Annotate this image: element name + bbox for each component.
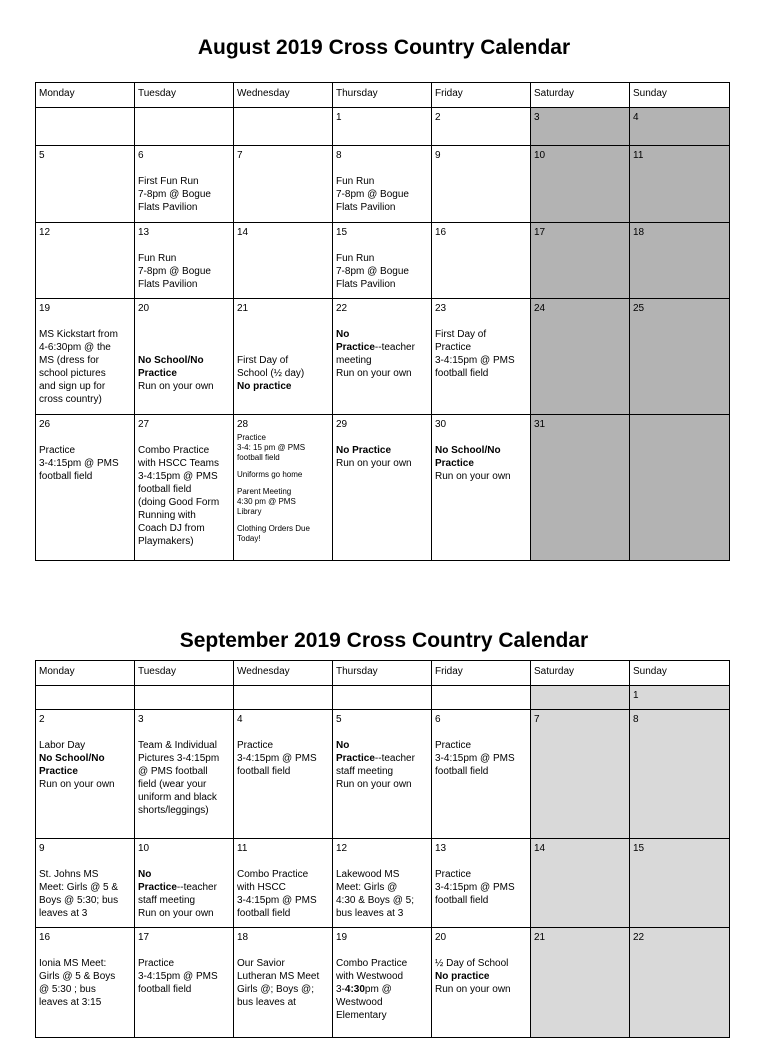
no-practice-note: No School/No Practice <box>39 753 105 777</box>
event-text: Practice 3-4:15pm @ PMS football field <box>138 958 218 995</box>
run-on-own-note: Run on your own <box>435 471 511 482</box>
practice-note: Practice 3-4: 15 pm @ PMS football field <box>237 433 306 462</box>
day-cell-aug-2 <box>432 108 531 146</box>
day-cell-sep-5 <box>333 710 432 839</box>
event-text <box>138 354 230 393</box>
day-cell-aug-10 <box>531 146 630 223</box>
header-sunday: Sunday <box>630 83 730 108</box>
september-title: September 2019 Cross Country Calendar <box>179 629 589 652</box>
event-text: Fun Run 7-8pm @ Bogue Flats Pavilion <box>336 176 409 213</box>
day-number: 14 <box>534 843 546 854</box>
week-row <box>36 928 730 1038</box>
header-saturday: Saturday <box>531 83 630 108</box>
run-on-own-note: Run on your own <box>435 984 511 995</box>
empty-day-cell <box>234 686 333 710</box>
day-cell-aug-1 <box>333 108 432 146</box>
day-cell-aug-3 <box>531 108 630 146</box>
day-number: 17 <box>534 227 546 238</box>
weekday-header-row <box>36 83 730 108</box>
day-cell-aug-16 <box>432 223 531 299</box>
day-cell-aug-19 <box>36 299 135 415</box>
event-text <box>435 444 527 483</box>
week-row <box>36 146 730 223</box>
event-text <box>336 739 428 791</box>
day-cell-sep-22 <box>630 928 730 1038</box>
day-cell-aug-6 <box>135 146 234 223</box>
day-number: 2 <box>39 714 45 725</box>
day-number: 7 <box>534 714 540 725</box>
no-practice-note: No School/No Practice <box>138 355 204 379</box>
day-cell-aug-27 <box>135 415 234 561</box>
no-practice-note: No practice <box>237 381 292 392</box>
event-text: MS Kickstart from 4-6:30pm @ the MS (dress for school pictures and sign up for cross country) <box>39 329 118 405</box>
event-text: Practice 3-4:15pm @ PMS football field <box>39 445 119 482</box>
empty-day-cell <box>630 415 730 561</box>
day-cell-sep-6 <box>432 710 531 839</box>
day-number: 28 <box>237 419 249 430</box>
day-number: 2 <box>435 112 441 123</box>
day-number: 21 <box>534 932 546 943</box>
day-number: 5 <box>39 150 45 161</box>
event-text <box>336 328 428 380</box>
day-cell-sep-15 <box>630 839 730 928</box>
day-number: 12 <box>336 843 348 854</box>
day-number: 22 <box>336 303 348 314</box>
day-number: 13 <box>138 227 150 238</box>
day-cell-sep-11 <box>234 839 333 928</box>
empty-day-cell <box>36 108 135 146</box>
day-cell-aug-29 <box>333 415 432 561</box>
clothing-orders-note: Clothing Orders Due Today! <box>237 524 310 543</box>
day-number: 30 <box>435 419 447 430</box>
event-text <box>138 868 230 920</box>
week-row <box>36 415 730 561</box>
day-number: 8 <box>336 150 342 161</box>
day-number: 1 <box>336 112 342 123</box>
day-cell-aug-18 <box>630 223 730 299</box>
event-text <box>336 957 428 1022</box>
day-cell-aug-23 <box>432 299 531 415</box>
no-practice-note: No practice <box>435 971 490 982</box>
event-text: Our Savior Lutheran MS Meet Girls @; Boys @; bus leaves at <box>237 958 320 1008</box>
day-number: 19 <box>39 303 51 314</box>
event-text: First Day of Practice 3-4:15pm @ PMS football field <box>435 329 515 379</box>
week-row <box>36 710 730 839</box>
empty-day-cell <box>135 108 234 146</box>
day-cell-sep-12 <box>333 839 432 928</box>
empty-day-cell <box>531 686 630 710</box>
event-text <box>435 957 527 996</box>
day-number: 1 <box>633 690 639 701</box>
event-text: Practice 3-4:15pm @ PMS football field <box>435 740 515 777</box>
day-number: 20 <box>435 932 447 943</box>
header-wednesday: Wednesday <box>234 661 333 686</box>
run-on-own-note: Run on your own <box>336 458 412 469</box>
day-number: 17 <box>138 932 150 943</box>
event-text <box>39 739 131 791</box>
empty-day-cell <box>36 686 135 710</box>
empty-day-cell <box>432 686 531 710</box>
day-number: 7 <box>237 150 243 161</box>
week-row <box>36 223 730 299</box>
event-text <box>336 444 428 470</box>
header-wednesday: Wednesday <box>234 83 333 108</box>
event-description: ½ Day of School <box>435 958 509 969</box>
event-description: Labor Day <box>39 740 86 751</box>
event-text <box>237 433 329 544</box>
header-thursday: Thursday <box>333 661 432 686</box>
day-cell-aug-15 <box>333 223 432 299</box>
day-cell-aug-22 <box>333 299 432 415</box>
no-practice-note: No Practice <box>336 740 375 764</box>
day-cell-sep-10 <box>135 839 234 928</box>
empty-day-cell <box>333 686 432 710</box>
day-cell-aug-20 <box>135 299 234 415</box>
uniforms-note: Uniforms go home <box>237 470 303 479</box>
day-number: 15 <box>336 227 348 238</box>
header-sunday: Sunday <box>630 661 730 686</box>
event-text: Practice 3-4:15pm @ PMS football field <box>435 869 515 906</box>
header-tuesday: Tuesday <box>135 83 234 108</box>
day-number: 9 <box>435 150 441 161</box>
day-cell-aug-26 <box>36 415 135 561</box>
day-number: 16 <box>39 932 51 943</box>
event-description: First Day of School (½ day) <box>237 355 305 379</box>
day-cell-sep-4 <box>234 710 333 839</box>
event-location: pm @ Westwood Elementary <box>336 984 392 1021</box>
event-text: Combo Practice with HSCC 3-4:15pm @ PMS football field <box>237 869 317 919</box>
header-monday: Monday <box>36 83 135 108</box>
event-time-bold: 4:30 <box>344 984 365 995</box>
day-number: 23 <box>435 303 447 314</box>
day-cell-aug-5 <box>36 146 135 223</box>
day-cell-aug-4 <box>630 108 730 146</box>
day-cell-sep-13 <box>432 839 531 928</box>
day-number: 9 <box>39 843 45 854</box>
day-cell-sep-16 <box>36 928 135 1038</box>
event-text: Practice 3-4:15pm @ PMS football field <box>237 740 317 777</box>
header-tuesday: Tuesday <box>135 661 234 686</box>
day-number: 26 <box>39 419 51 430</box>
header-thursday: Thursday <box>333 83 432 108</box>
september-calendar-table <box>35 660 730 1038</box>
no-practice-note: No Practice <box>138 869 177 893</box>
no-practice-note: No Practice <box>336 329 375 353</box>
event-text: Fun Run 7-8pm @ Bogue Flats Pavilion <box>138 253 211 290</box>
day-number: 31 <box>534 419 546 430</box>
day-number: 10 <box>534 150 546 161</box>
day-cell-sep-18 <box>234 928 333 1038</box>
day-number: 12 <box>39 227 51 238</box>
event-description: --teacher staff meeting Run on your own <box>138 882 217 919</box>
event-text: Ionia MS Meet: Girls @ 5 & Boys @ 5:30 ; bus leaves at 3:15 <box>39 958 116 1008</box>
day-number: 6 <box>435 714 441 725</box>
day-cell-sep-1 <box>630 686 730 710</box>
day-cell-aug-17 <box>531 223 630 299</box>
day-cell-aug-14 <box>234 223 333 299</box>
day-number: 19 <box>336 932 348 943</box>
day-number: 5 <box>336 714 342 725</box>
event-text: First Fun Run 7-8pm @ Bogue Flats Pavilion <box>138 176 211 213</box>
day-cell-sep-14 <box>531 839 630 928</box>
day-cell-aug-25 <box>630 299 730 415</box>
event-text: St. Johns MS Meet: Girls @ 5 & Boys @ 5:30; bus leaves at 3 <box>39 869 119 919</box>
day-cell-sep-17 <box>135 928 234 1038</box>
run-on-own-note: Run on your own <box>39 779 115 790</box>
day-cell-sep-9 <box>36 839 135 928</box>
day-cell-sep-8 <box>630 710 730 839</box>
day-number: 3 <box>138 714 144 725</box>
day-cell-aug-12 <box>36 223 135 299</box>
day-cell-sep-19 <box>333 928 432 1038</box>
day-number: 24 <box>534 303 546 314</box>
no-practice-note: No School/No Practice <box>435 445 501 469</box>
day-cell-aug-9 <box>432 146 531 223</box>
day-number: 18 <box>237 932 249 943</box>
day-number: 4 <box>237 714 243 725</box>
day-cell-aug-21 <box>234 299 333 415</box>
week-row <box>36 839 730 928</box>
day-cell-sep-20 <box>432 928 531 1038</box>
event-text: Fun Run 7-8pm @ Bogue Flats Pavilion <box>336 253 409 290</box>
event-text: Combo Practice with HSCC Teams 3-4:15pm @ PMS football field (doing Good Form Running with Coach DJ from Playmakers) <box>138 445 220 547</box>
no-practice-note: No Practice <box>336 445 392 456</box>
day-number: 6 <box>138 150 144 161</box>
day-number: 29 <box>336 419 348 430</box>
day-cell-aug-28 <box>234 415 333 561</box>
day-number: 10 <box>138 843 150 854</box>
event-text: Team & Individual Pictures 3-4:15pm @ PMS football field (wear your uniform and black shorts/leggings) <box>138 740 220 816</box>
header-monday: Monday <box>36 661 135 686</box>
day-cell-aug-11 <box>630 146 730 223</box>
empty-day-cell <box>234 108 333 146</box>
day-number: 3 <box>534 112 540 123</box>
day-cell-aug-24 <box>531 299 630 415</box>
day-cell-aug-7 <box>234 146 333 223</box>
day-number: 8 <box>633 714 639 725</box>
week-row <box>36 108 730 146</box>
header-friday: Friday <box>432 83 531 108</box>
day-cell-aug-8 <box>333 146 432 223</box>
event-description: --teacher meeting Run on your own <box>336 342 415 379</box>
day-number: 11 <box>237 843 248 854</box>
parent-meeting-note: Parent Meeting 4:30 pm @ PMS Library <box>237 487 296 516</box>
day-number: 4 <box>633 112 639 123</box>
event-description: Combo Practice with Westwood 3- <box>336 958 408 995</box>
day-number: 18 <box>633 227 645 238</box>
day-number: 25 <box>633 303 645 314</box>
event-description: --teacher staff meeting Run on your own <box>336 753 415 790</box>
day-number: 11 <box>633 150 644 161</box>
weekday-header-row <box>36 661 730 686</box>
day-cell-aug-30 <box>432 415 531 561</box>
day-number: 22 <box>633 932 645 943</box>
event-text: Lakewood MS Meet: Girls @ 4:30 & Boys @ 5; bus leaves at 3 <box>336 869 414 919</box>
run-on-own-note: Run on your own <box>138 381 214 392</box>
header-saturday: Saturday <box>531 661 630 686</box>
day-number: 16 <box>435 227 447 238</box>
day-number: 21 <box>237 303 249 314</box>
august-title: August 2019 Cross Country Calendar <box>197 36 571 59</box>
day-number: 20 <box>138 303 150 314</box>
day-cell-sep-2 <box>36 710 135 839</box>
day-number: 27 <box>138 419 150 430</box>
day-number: 15 <box>633 843 645 854</box>
day-cell-aug-31 <box>531 415 630 561</box>
week-row <box>36 686 730 710</box>
empty-day-cell <box>135 686 234 710</box>
august-calendar-table <box>35 82 730 561</box>
day-cell-sep-21 <box>531 928 630 1038</box>
week-row <box>36 299 730 415</box>
header-friday: Friday <box>432 661 531 686</box>
day-number: 13 <box>435 843 447 854</box>
event-text <box>237 354 329 393</box>
day-cell-sep-7 <box>531 710 630 839</box>
day-cell-sep-3 <box>135 710 234 839</box>
day-cell-aug-13 <box>135 223 234 299</box>
day-number: 14 <box>237 227 249 238</box>
